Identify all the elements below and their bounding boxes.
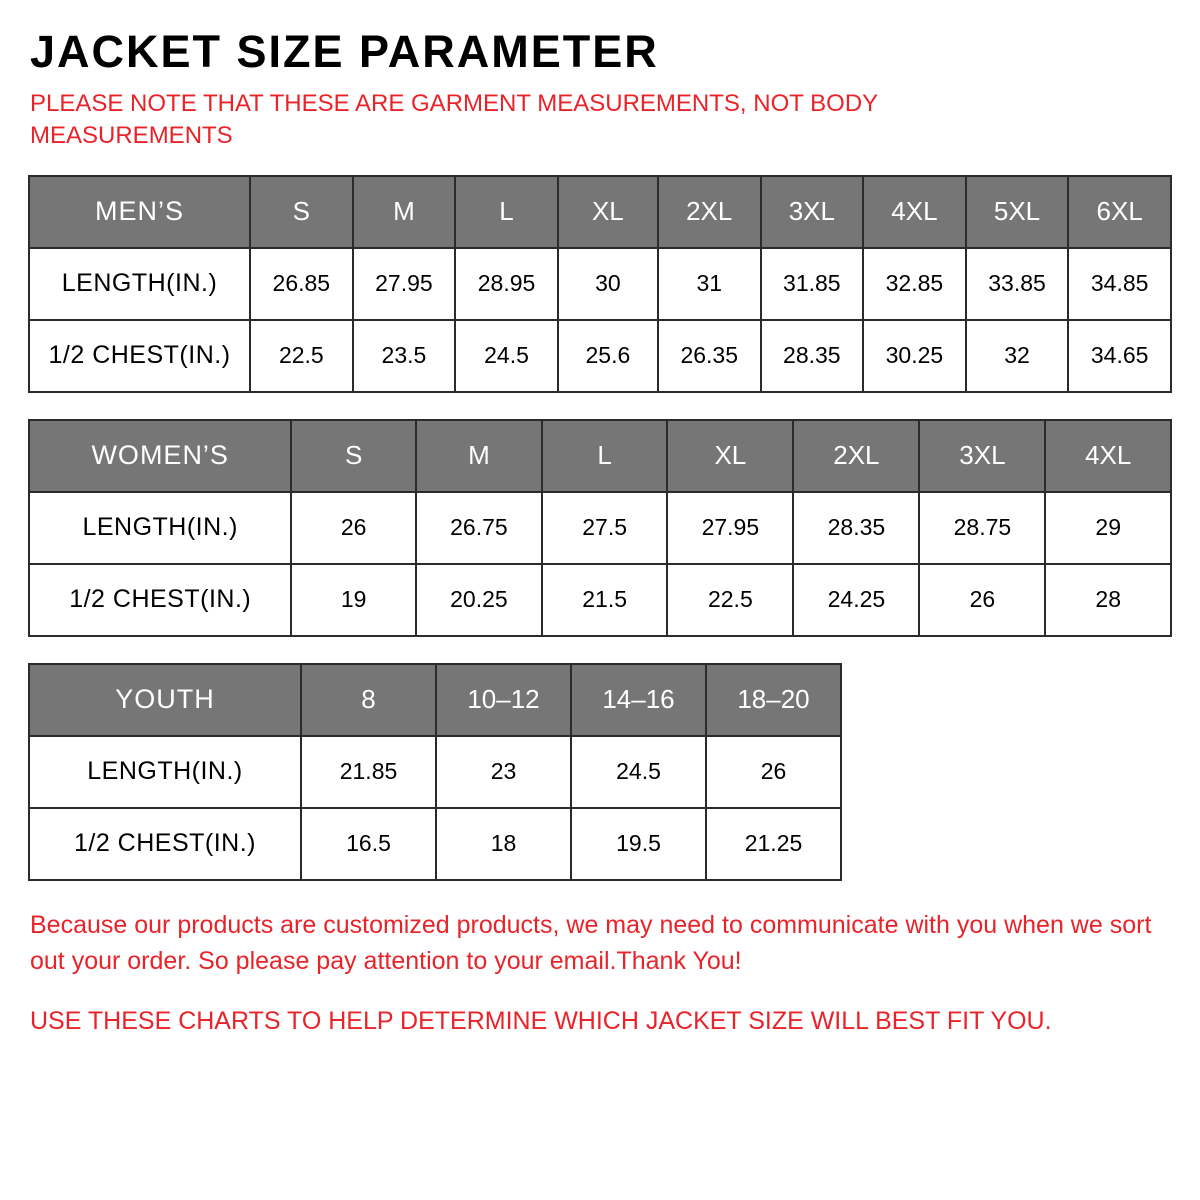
womens-length-3xl: 28.75 — [919, 492, 1045, 564]
womens-chest-label: 1/2 CHEST(IN.) — [29, 564, 291, 636]
table-row — [29, 248, 1171, 320]
mens-chest-5xl: 32 — [966, 320, 1069, 392]
table-row — [29, 808, 841, 880]
mens-length-l: 28.95 — [455, 248, 558, 320]
mens-chest-3xl: 28.35 — [761, 320, 864, 392]
womens-length-m: 26.75 — [416, 492, 542, 564]
youth-length-10-12: 23 — [436, 736, 571, 808]
mens-length-label: LENGTH(IN.) — [29, 248, 250, 320]
page-title: JACKET SIZE PARAMETER — [30, 26, 659, 77]
mens-chest-4xl: 30.25 — [863, 320, 966, 392]
womens-header-label: WOMEN’S — [29, 420, 291, 492]
mens-length-4xl: 32.85 — [863, 248, 966, 320]
youth-length-14-16: 24.5 — [571, 736, 706, 808]
table-header-row — [29, 176, 1171, 248]
womens-length-l: 27.5 — [542, 492, 667, 564]
mens-size-2xl: 2XL — [658, 176, 761, 248]
mens-chest-2xl: 26.35 — [658, 320, 761, 392]
youth-length-label: LENGTH(IN.) — [29, 736, 301, 808]
youth-length-8: 21.85 — [301, 736, 436, 808]
womens-length-s: 26 — [291, 492, 415, 564]
youth-chest-10-12: 18 — [436, 808, 571, 880]
mens-size-5xl: 5XL — [966, 176, 1069, 248]
womens-size-xl: XL — [667, 420, 793, 492]
table-row — [29, 320, 1171, 392]
youth-header-label: YOUTH — [29, 664, 301, 736]
womens-chest-m: 20.25 — [416, 564, 542, 636]
mens-length-6xl: 34.85 — [1068, 248, 1171, 320]
womens-length-label: LENGTH(IN.) — [29, 492, 291, 564]
mens-size-3xl: 3XL — [761, 176, 864, 248]
youth-chest-14-16: 19.5 — [571, 808, 706, 880]
table-row — [29, 736, 841, 808]
mens-size-6xl: 6XL — [1068, 176, 1171, 248]
womens-length-4xl: 29 — [1045, 492, 1171, 564]
womens-size-table — [28, 419, 1172, 637]
womens-size-3xl: 3XL — [919, 420, 1045, 492]
mens-length-5xl: 33.85 — [966, 248, 1069, 320]
youth-size-10-12: 10–12 — [436, 664, 571, 736]
mens-chest-m: 23.5 — [353, 320, 456, 392]
womens-length-xl: 27.95 — [667, 492, 793, 564]
mens-length-3xl: 31.85 — [761, 248, 864, 320]
womens-chest-2xl: 24.25 — [793, 564, 919, 636]
youth-chest-8: 16.5 — [301, 808, 436, 880]
mens-size-m: M — [353, 176, 456, 248]
youth-size-8: 8 — [301, 664, 436, 736]
mens-header-label: MEN’S — [29, 176, 250, 248]
youth-chest-label: 1/2 CHEST(IN.) — [29, 808, 301, 880]
womens-size-l: L — [542, 420, 667, 492]
youth-chest-18-20: 21.25 — [706, 808, 841, 880]
womens-chest-4xl: 28 — [1045, 564, 1171, 636]
mens-size-l: L — [455, 176, 558, 248]
table-row — [29, 564, 1171, 636]
mens-length-2xl: 31 — [658, 248, 761, 320]
womens-chest-s: 19 — [291, 564, 415, 636]
mens-chest-l: 24.5 — [455, 320, 558, 392]
womens-chest-xl: 22.5 — [667, 564, 793, 636]
womens-chest-l: 21.5 — [542, 564, 667, 636]
customized-products-note: Because our products are customized products, we may need to communicate with you when we sort out your order. So please pay attention to your email.Thank You! — [30, 910, 1152, 975]
table-header-row — [29, 420, 1171, 492]
womens-chest-3xl: 26 — [919, 564, 1045, 636]
womens-size-2xl: 2XL — [793, 420, 919, 492]
mens-length-s: 26.85 — [250, 248, 353, 320]
table-row — [29, 492, 1171, 564]
womens-length-2xl: 28.35 — [793, 492, 919, 564]
mens-size-s: S — [250, 176, 353, 248]
mens-chest-label: 1/2 CHEST(IN.) — [29, 320, 250, 392]
mens-chest-6xl: 34.65 — [1068, 320, 1171, 392]
youth-length-18-20: 26 — [706, 736, 841, 808]
youth-size-14-16: 14–16 — [571, 664, 706, 736]
mens-chest-xl: 25.6 — [558, 320, 658, 392]
mens-size-4xl: 4XL — [863, 176, 966, 248]
womens-size-s: S — [291, 420, 415, 492]
table-header-row — [29, 664, 841, 736]
youth-size-18-20: 18–20 — [706, 664, 841, 736]
garment-measurement-note: PLEASE NOTE THAT THESE ARE GARMENT MEASUREMENTS, NOT BODY MEASUREMENTS — [30, 89, 878, 150]
footer-notes — [28, 907, 1172, 1040]
youth-size-table — [28, 663, 842, 881]
mens-size-table — [28, 175, 1172, 393]
womens-size-4xl: 4XL — [1045, 420, 1171, 492]
mens-length-xl: 30 — [558, 248, 658, 320]
use-charts-note: USE THESE CHARTS TO HELP DETERMINE WHICH JACKET SIZE WILL BEST FIT YOU. — [30, 1007, 1052, 1036]
mens-chest-s: 22.5 — [250, 320, 353, 392]
mens-size-xl: XL — [558, 176, 658, 248]
mens-length-m: 27.95 — [353, 248, 456, 320]
womens-size-m: M — [416, 420, 542, 492]
